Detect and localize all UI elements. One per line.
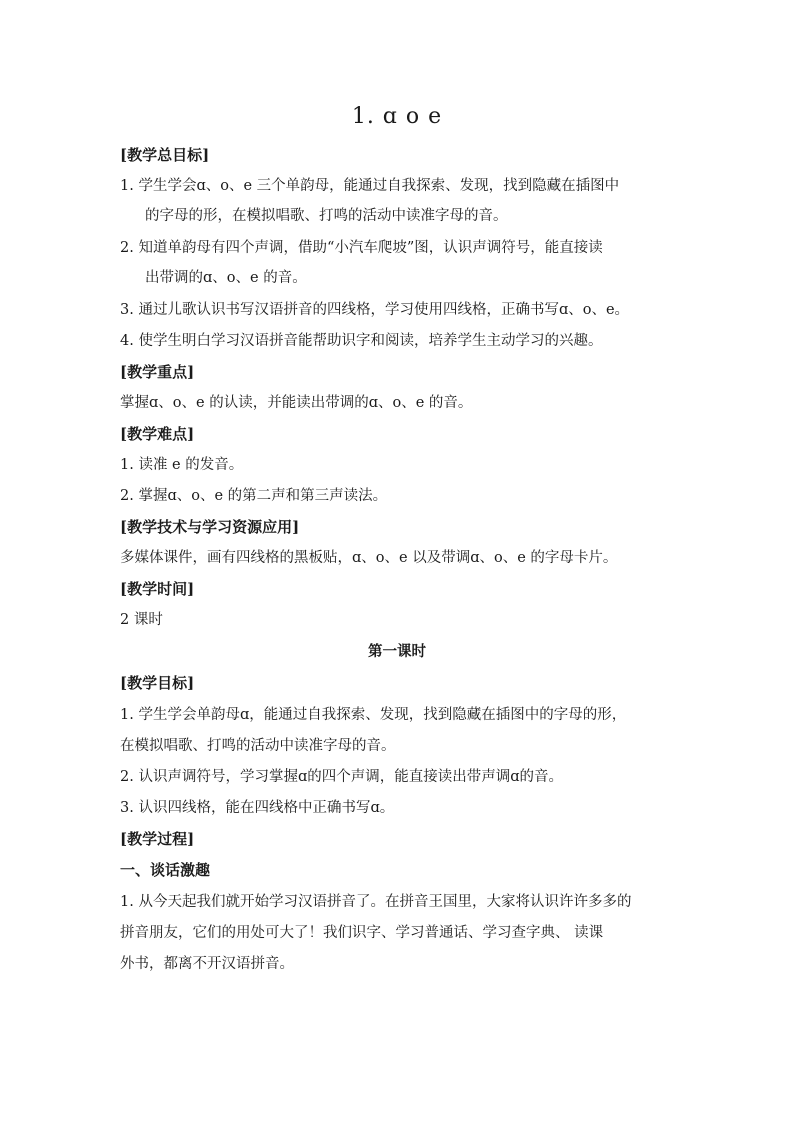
overall-goal-1-line-2: 的字母的形，在模拟唱歌、打鸣的活动中读准字母的音。 bbox=[145, 208, 508, 224]
difficulties-heading: [教学难点] bbox=[120, 425, 195, 443]
resources-heading: [教学技术与学习资源应用] bbox=[120, 518, 300, 536]
overall-goal-2-line-1: 2. 知道单韵母有四个声调，借助“小汽车爬坡”图，认识声调符号，能直接读 bbox=[120, 240, 603, 256]
lesson-1-heading: 第一课时 bbox=[368, 643, 426, 660]
step-1-line-2: 拼音朋友，它们的用处可大了！我们识字、学习普通话、学习查字典、 读课 bbox=[120, 925, 604, 941]
lesson-goal-2: 2. 认识声调符号，学习掌握ɑ的四个声调，能直接读出带声调ɑ的音。 bbox=[120, 769, 564, 785]
step-1-line-3: 外书，都离不开汉语拼音。 bbox=[120, 956, 294, 972]
key-points-heading: [教学重点] bbox=[120, 363, 195, 381]
difficulty-1: 1. 读准 e 的发音。 bbox=[120, 457, 244, 473]
difficulty-2: 2. 掌握ɑ、o、e 的第二声和第三声读法。 bbox=[120, 488, 388, 504]
page-title: 1. ɑ o e bbox=[351, 104, 443, 129]
step-1-heading: 一、谈话激趣 bbox=[120, 861, 211, 879]
time-text: 2 课时 bbox=[120, 612, 163, 628]
lesson-goal-1-line-2: 在模拟唱歌、打鸣的活动中读准字母的音。 bbox=[120, 738, 396, 754]
lesson-goals-heading: [教学目标] bbox=[120, 674, 195, 692]
overall-goals-heading: [教学总目标] bbox=[120, 146, 210, 164]
key-points-text: 掌握ɑ、o、e 的认读，并能读出带调的ɑ、o、e 的音。 bbox=[120, 395, 473, 411]
overall-goal-2-line-2: 出带调的ɑ、o、e 的音。 bbox=[145, 270, 307, 286]
process-heading: [教学过程] bbox=[120, 830, 195, 848]
overall-goal-3: 3. 通过儿歌认识书写汉语拼音的四线格，学习使用四线格，正确书写ɑ、o、e。 bbox=[120, 302, 630, 318]
overall-goal-1-line-1: 1. 学生学会ɑ、o、e 三个单韵母，能通过自我探索、发现，找到隐藏在插图中 bbox=[120, 178, 620, 194]
step-1-line-1: 1. 从今天起我们就开始学习汉语拼音了。在拼音王国里，大家将认识许许多多的 bbox=[120, 894, 632, 910]
resources-text: 多媒体课件，画有四线格的黑板贴，ɑ、o、e 以及带调ɑ、o、e 的字母卡片。 bbox=[120, 550, 618, 566]
lesson-goal-1-line-1: 1. 学生学会单韵母ɑ，能通过自我探索、发现，找到隐藏在插图中的字母的形， bbox=[120, 707, 627, 723]
overall-goal-4: 4. 使学生明白学习汉语拼音能帮助识字和阅读，培养学生主动学习的兴趣。 bbox=[120, 333, 603, 349]
lesson-goal-3: 3. 认识四线格，能在四线格中正确书写ɑ。 bbox=[120, 800, 395, 816]
time-heading: [教学时间] bbox=[120, 580, 195, 598]
